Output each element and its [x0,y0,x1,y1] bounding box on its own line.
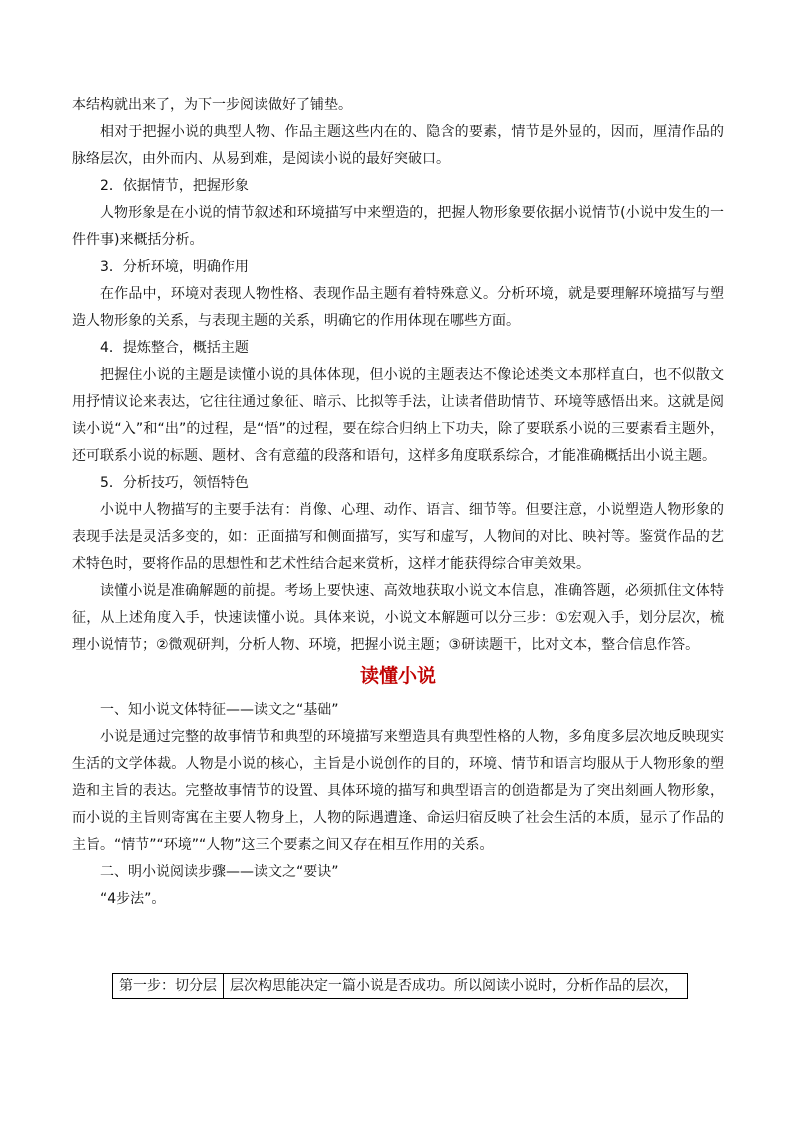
subheading: 一、知小说文体特征——读文之“基础” [100,702,339,718]
paragraph: 在作品中，环境对表现人物性格、表现作品主题有着特殊意义。分析环境，就是要理解环境描写与塑造人物形象的关系，与表现主题的关系，明确它的作用体现在哪些方面。 [72,286,724,329]
paragraph: 小说中人物描写的主要手法有：肖像、心理、动作、语言、细节等。但要注意，小说塑造人物形象的表现手法是灵活多变的，如：正面描写和侧面描写，实写和虚写，人物间的对比、映衬等。鉴赏作品的艺术特色时，要将作品的思想性和艺术性结合起来赏析，这样才能获得综合审美效果。 [72,502,724,572]
paragraph: 人物形象是在小说的情节叙述和环境描写中来塑造的，把握人物形象要依据小说情节(小说中发生的一件件事)来概括分析。 [72,205,724,248]
subheading: 5．分析技巧，领悟特色 [100,475,249,491]
paragraph: 相对于把握小说的典型人物、作品主题这些内在的、隐含的要素，情节是外显的，因而，厘清作品的脉络层次，由外而内、从易到难，是阅读小说的最好突破口。 [72,124,724,167]
paragraph: 读懂小说是准确解题的前提。考场上要快速、高效地获取小说文本信息，准确答题，必须抓住文体特征，从上述角度入手，快速读懂小说。具体来说，小说文本解题可以分三步：①宏观入手，划分层次，梳理小说情节；②微观研判，分析人物、环境，把握小说主题；③研读题干，比对文本，整合信息作答。 [72,583,724,653]
subheading: 2．依据情节，把握形象 [100,178,249,194]
table-row [113,974,688,999]
paragraph: “4步法”。 [100,891,166,907]
document-body [72,92,724,994]
subheading: 二、明小说阅读步骤——读文之“要诀” [100,864,339,880]
subheading: 4．提炼整合，概括主题 [100,340,249,356]
paragraph: 把握住小说的主题是读懂小说的具体体现，但小说的主题表达不像论述类文本那样直白，也不似散文用抒情议论来表达，它往往通过象征、暗示、比拟等手法，让读者借助情节、环境等感悟出来。这就是阅读小说“入”和“出”的过程，是“悟”的过程，要在综合归纳上下功夫，除了要联系小说的三要素看主题外，还可联系小说的标题、题材、含有意蕴的段落和语句，这样多角度联系综合，才能准确概括出小说主题。 [72,367,724,464]
section-title: 读懂小说 [359,665,436,687]
steps-table [112,973,688,999]
step-label-cell: 第一步：切分层 [113,974,224,999]
paragraph: 本结构就出来了，为下一步阅读做好了铺垫。 [72,97,352,113]
paragraph: 小说是通过完整的故事情节和典型的环境描写来塑造具有典型性格的人物，多角度多层次地反映现实生活的文学体裁。人物是小说的核心，主旨是小说创作的目的，环境、情节和语言均服从于人物形象的塑造和主旨的表达。完整故事情节的设置、具体环境的描写和典型语言的创造都是为了突出刻画人物形象，而小说的主旨则寄寓在主要人物身上，人物的际遇遭逢、命运归宿反映了社会生活的本质，显示了作品的主旨。“情节”“环境”“人物”这三个要素之间又存在相互作用的关系。 [72,729,724,853]
step-text-cell: 层次构思能决定一篇小说是否成功。所以阅读小说时，分析作品的层次， [224,974,688,999]
subheading: 3．分析环境，明确作用 [100,259,249,275]
